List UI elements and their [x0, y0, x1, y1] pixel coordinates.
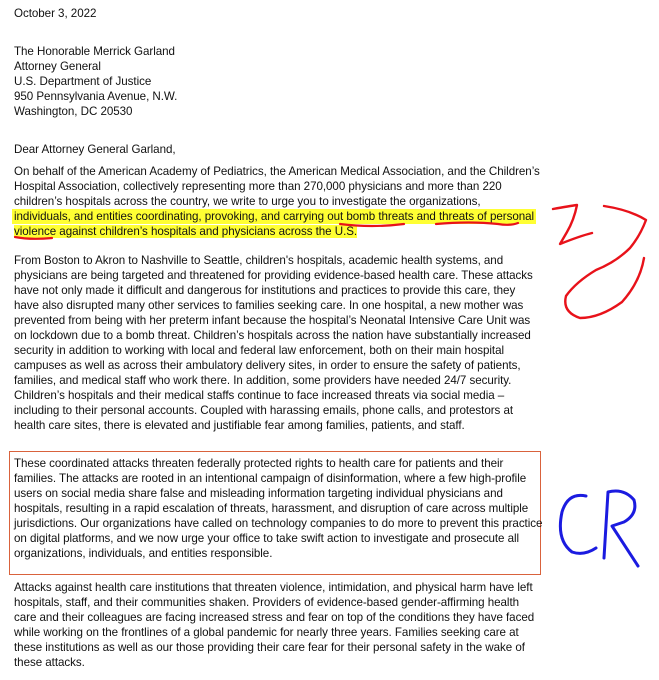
- recipient-line: Washington, DC 20530: [14, 105, 133, 118]
- red-scribble: [565, 206, 646, 318]
- recipient-line: The Honorable Merrick Garland: [14, 45, 175, 58]
- paragraph-4-line: these institutions as well as our those providing their care fear for their personal safety in the wake of: [14, 641, 525, 654]
- highlighted-line: individuals, and entities coordinating, provoking, and carrying out bomb threats and threats of personal: [14, 210, 535, 223]
- blue-scribble: [604, 491, 638, 566]
- paragraph-3-line: users on social media share false and misleading information targeting individual physicians and: [14, 487, 503, 500]
- paragraph-1-line: Hospital Association, collectively representing more than 270,000 physicians and more than 220: [14, 180, 502, 193]
- paragraph-2-line: have also disrupted many other services to families seeking care. In one hospital, a new mother was: [14, 299, 524, 312]
- paragraph-2-line: prevented from being with her preterm infant because the hospital’s Neonatal Intensive Care Unit was: [14, 314, 531, 327]
- paragraph-2-line: physicians are being targeted and threatened for providing evidence-based health care. These attacks: [14, 269, 533, 282]
- paragraph-1-line: children’s hospitals across the country, we write to urge you to investigate the organizations,: [14, 195, 481, 208]
- paragraph-3-line: on digital platforms, and we now urge your office to take swift action to investigate and prosecute all: [14, 532, 520, 545]
- paragraph-4-line: while working on the frontlines of a global pandemic for nearly three years. Families seeking care at: [14, 626, 519, 639]
- blue-scribble: [560, 495, 596, 553]
- paragraph-2-line: campuses as well as across their ambulatory delivery sites, in order to ensure the safety of patients,: [14, 359, 521, 372]
- paragraph-3-line: hospitals, resulting in a rapid escalation of threats, harassment, and disruption of care across multiple: [14, 502, 529, 515]
- paragraph-3-line: families. The attacks are rooted in an intentional campaign of disinformation, where a few high-profile: [14, 472, 527, 485]
- paragraph-4-line: care and their colleagues are facing increased stress and fear on top of the conditions they have faced: [14, 611, 535, 624]
- paragraph-1-last-line: [14, 224, 357, 239]
- paragraph-2-line: families, and medical staff who work there. In addition, some providers have needed 24/7 security.: [14, 374, 512, 387]
- recipient-line: 950 Pennsylvania Avenue, N.W.: [14, 90, 178, 103]
- paragraph-2-line: on lockdown due to a bomb threat. Children’s hospitals across the nation have substantially increased: [14, 329, 531, 342]
- paragraph-4-line: these attacks.: [14, 656, 85, 669]
- paragraph-4-line: Attacks against health care institutions that threaten violence, intimidation, and physical harm have left: [14, 581, 533, 594]
- paragraph-2-line: health care sites, there is elevated and justifiable fear among families, patients, and staff.: [14, 419, 465, 432]
- paragraph-2-line: including to their personal accounts. Coupled with harassing emails, phone calls, and protestors at: [14, 404, 514, 417]
- recipient-line: U.S. Department of Justice: [14, 75, 152, 88]
- paragraph-3-line: These coordinated attacks threaten federally protected rights to health care for patients and their: [14, 457, 504, 470]
- paragraph-1-line: On behalf of the American Academy of Pediatrics, the American Medical Association, and the Children’s: [14, 165, 540, 178]
- paragraph-2-line: have not only made it difficult and dangerous for institutions and practices to provide this care, they: [14, 284, 516, 297]
- recipient-line: Attorney General: [14, 60, 101, 73]
- paragraph-2-line: From Boston to Akron to Nashville to Seattle, children's hospitals, academic health systems, and: [14, 254, 504, 267]
- paragraph-2-line: Children’s hospitals and their medical staffs continue to face increased threats via social media –: [14, 389, 505, 402]
- salutation: Dear Attorney General Garland,: [14, 143, 176, 156]
- highlighted-line: violence against children’s hospitals and physicians across the U.S.: [14, 225, 358, 238]
- paragraph-3-line: organizations, individuals, and entities responsible.: [14, 547, 273, 560]
- paragraph-3-line: jurisdictions. Our organizations have called on technology companies to do more to prevent this practice: [14, 517, 543, 530]
- red-scribble: [553, 205, 592, 244]
- paragraph-4-line: hospitals, staff, and their communities shaken. Providers of evidence-based gender-affirming health: [14, 596, 520, 609]
- letter-date: October 3, 2022: [14, 7, 97, 20]
- paragraph-2-line: security in addition to working with local and federal law enforcement, both on their main hospital: [14, 344, 504, 357]
